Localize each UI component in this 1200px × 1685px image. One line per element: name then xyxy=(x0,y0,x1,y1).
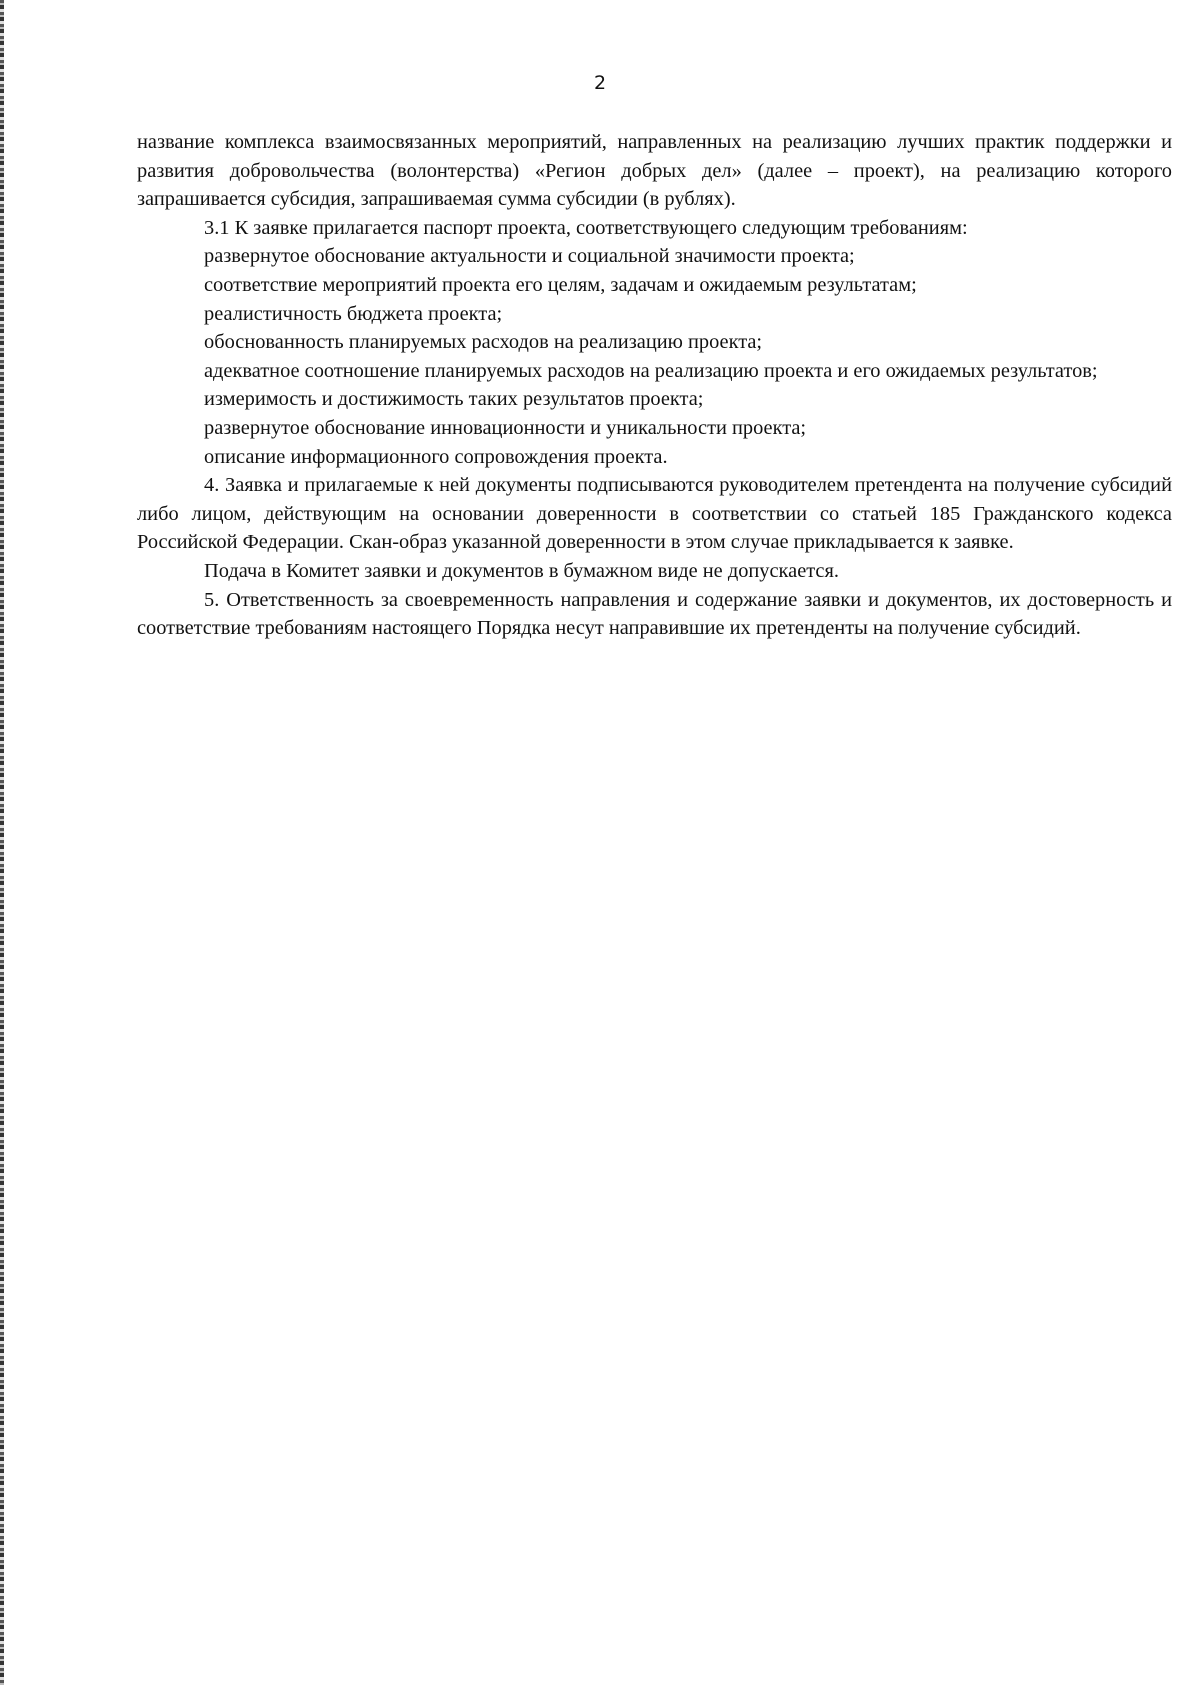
requirement-item: развернутое обоснование актуальности и социальной значимости проекта; xyxy=(204,245,855,268)
paragraph-5: 5. Ответственность за своевременность направления и содержание заявки и документов, их достоверность и соответствие требованиям настоящего Порядка несут направившие их претенденты на получение субсидий. xyxy=(137,588,1172,640)
scan-edge-mark xyxy=(0,0,4,1685)
requirement-item: обоснованность планируемых расходов на реализацию проекта; xyxy=(204,331,763,354)
requirement-item: описание информационного сопровождения проекта. xyxy=(204,445,668,468)
document-body xyxy=(137,128,1172,643)
requirement-item: соответствие мероприятий проекта его целям, задачам и ожидаемым результатам; xyxy=(204,273,917,296)
requirement-item: развернутое обоснование инновационности и уникальности проекта; xyxy=(204,416,807,439)
requirement-item: реалистичность бюджета проекта; xyxy=(204,302,503,325)
paragraph-project-name: название комплекса взаимосвязанных мероприятий, направленных на реализацию лучших практик поддержки и развития добровольчества (волонтерства) «Регион добрых дел» (далее – проект), на реализацию которого запрашивается субсидия, запрашиваемая сумма субсидии (в рублях). xyxy=(137,131,1172,211)
paragraph-3-1: 3.1 К заявке прилагается паспорт проекта, соответствующего следующим требованиям: xyxy=(204,216,968,239)
requirement-item: измеримость и достижимость таких результатов проекта; xyxy=(204,388,704,411)
paragraph-4: 4. Заявка и прилагаемые к ней документы подписываются руководителем претендента на получение субсидий либо лицом, действующим на основании доверенности в соответствии со статьей 185 Гражданского кодекса Российской Федерации. Скан-образ указанной доверенности в этом случае прикладывается к заявке. xyxy=(137,474,1172,554)
paragraph-paper-submission: Подача в Комитет заявки и документов в бумажном виде не допускается. xyxy=(204,559,839,582)
requirement-item: адекватное соотношение планируемых расходов на реализацию проекта и его ожидаемых результатов; xyxy=(204,359,1098,382)
page-number: 2 xyxy=(593,72,607,94)
